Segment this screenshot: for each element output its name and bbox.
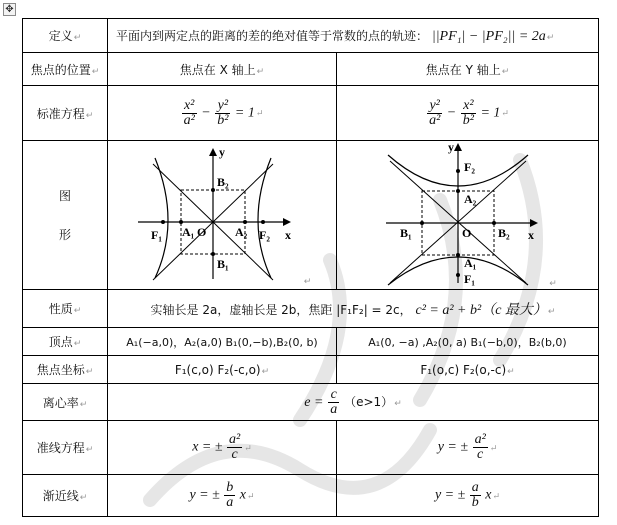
eccentricity-cell: e = $\frac{c}{a}$ （e>1）↵ xyxy=(108,384,599,421)
label-y: y xyxy=(218,144,225,159)
label-b1: B₁ xyxy=(400,226,412,240)
directrix-label: 准线方程↵ xyxy=(23,421,108,475)
row-vertex xyxy=(23,328,599,356)
row-directrix xyxy=(23,421,599,475)
row-standard-equation xyxy=(23,86,599,141)
property-text-b: c² = a² + b²（c 最大） xyxy=(415,302,547,318)
label-x: x xyxy=(284,227,291,242)
label-f1: F₁ xyxy=(464,272,476,286)
row-focus-coordinates xyxy=(23,356,599,384)
label-a2: A₂ xyxy=(464,192,477,206)
property-label: 性质↵ xyxy=(23,290,108,328)
eccentricity-label: 离心率↵ xyxy=(23,384,108,421)
definition-label: 定义↵ xyxy=(23,19,108,53)
vertex-y: A₁(0, −a) ,A₂(0, a) B₁(−b,0)，B₂(b,0) xyxy=(337,328,599,356)
definition-formula: ||PF₁| − |PF₂|| = 2a xyxy=(431,28,546,44)
row-property xyxy=(23,290,599,328)
graph-y-cell: y x O F₂ A₂ B₁ B₂ A₁ F₁ ↵ xyxy=(337,141,599,290)
standard-equation-y: $\frac{\text{y²}}{\text{a²}}$ − $\frac{\text{x²}}{\text{b²}}$ = 1↵ xyxy=(337,86,599,141)
graph-x-cell: y x O B₂ B₁ A₁ A₂ F₁ F₂ ↵ xyxy=(108,141,337,290)
row-focus-position xyxy=(23,53,599,86)
standard-equation-x: $\frac{\text{x²}}{\text{a²}}$ − $\frac{\text{y²}}{\text{b²}}$ = 1↵ xyxy=(108,86,337,141)
label-f1: F₁ xyxy=(150,227,162,242)
focus-position-y: 焦点在 Y 轴上↵ xyxy=(337,53,599,86)
hyperbola-y-graph xyxy=(378,141,548,286)
asymptote-x: y = ± $\frac{b}{a}$ x↵ xyxy=(108,475,337,517)
graph-label: 图 形 xyxy=(23,141,108,290)
focus-position-x: 焦点在 X 轴上↵ xyxy=(108,53,337,86)
asymptote-label: 渐近线↵ xyxy=(23,475,108,517)
row-definition xyxy=(23,19,599,53)
property-cell: 实轴长是 2a，虚轴长是 2b，焦距 |F₁F₂| = 2c， c² = a² + b²（c 最大）↵ xyxy=(108,290,599,328)
label-a1: A₁ xyxy=(181,224,194,239)
label-o: O xyxy=(196,224,207,239)
asymptote-y: y = ± $\frac{a}{b}$ x↵ xyxy=(337,475,599,517)
vertex-label: 顶点↵ xyxy=(23,328,108,356)
label-o: O xyxy=(462,226,472,240)
directrix-x: x = ± $\frac{\text{a²}}{c}$ ↵ xyxy=(108,421,337,475)
definition-cell: 平面内到两定点的距离的差的绝对值等于常数的点的轨迹： ||PF₁| − |PF₂|| = 2a↵ xyxy=(108,19,599,53)
label-f2: F₂ xyxy=(258,227,270,242)
row-eccentricity xyxy=(23,384,599,421)
vertex-x: A₁(−a,0)，A₂(a,0) B₁(0,−b),B₂(0, b) xyxy=(108,328,337,356)
focus-position-label: 焦点的位置↵ xyxy=(23,53,108,86)
label-b1: B₁ xyxy=(216,256,229,271)
focus-coordinates-x: F₁(c,o) F₂(-c,o)↵ xyxy=(108,356,337,384)
label-f2: F₂ xyxy=(464,160,476,174)
row-asymptote xyxy=(23,475,599,517)
label-a1: A₁ xyxy=(464,256,477,270)
focus-coordinates-y: F₁(o,c) F₂(o,-c)↵ xyxy=(337,356,599,384)
label-b2: B₂ xyxy=(498,226,510,240)
hyperbola-table xyxy=(22,18,599,517)
move-handle-icon[interactable]: ✥ xyxy=(3,3,16,16)
label-y: y xyxy=(448,141,455,154)
label-b2: B₂ xyxy=(216,174,229,189)
label-x: x xyxy=(528,228,535,242)
focus-coordinates-label: 焦点坐标↵ xyxy=(23,356,108,384)
label-a2: A₂ xyxy=(234,224,247,239)
row-graph xyxy=(23,141,599,290)
directrix-y: y = ± $\frac{\text{a²}}{c}$ ↵ xyxy=(337,421,599,475)
standard-equation-label: 标准方程↵ xyxy=(23,86,108,141)
hyperbola-x-graph xyxy=(133,144,303,284)
definition-text: 平面内到两定点的距离的差的绝对值等于常数的点的轨迹： xyxy=(116,28,429,43)
property-text-a: 实轴长是 2a，虚轴长是 2b，焦距 |F₁F₂| = 2c， xyxy=(150,302,412,317)
